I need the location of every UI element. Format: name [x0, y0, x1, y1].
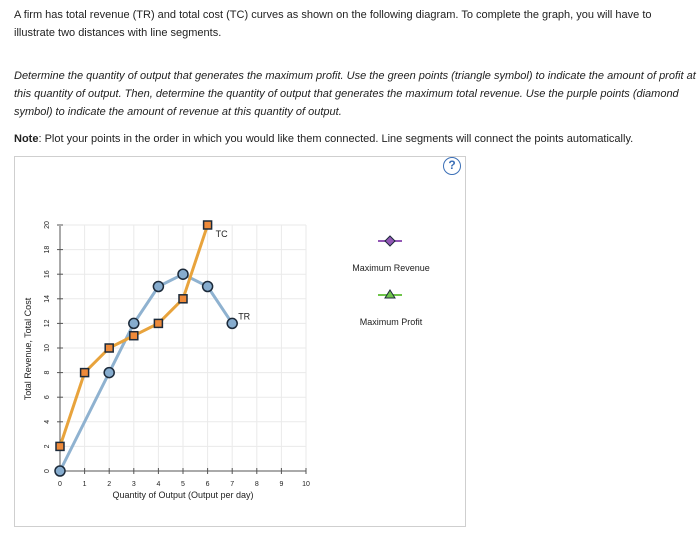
tc-point	[130, 332, 138, 340]
y-tick-label: 18	[43, 245, 51, 254]
note-body: : Plot your points in the order in which you would like them connected. Line segments will connect the points automatically.	[38, 133, 634, 145]
grid	[60, 225, 306, 471]
y-tick-label: 2	[43, 444, 51, 449]
tr-series-label: TR	[238, 311, 251, 322]
instruction-text: Determine the quantity of output that generates the maximum profit. Use the green points (triangle symbol) to indicate the amount of profit at this quantity of output. Then, determine the quantity of output that generates the maximum total revenue. Use the purple points (diamond symbol) to indicate the amount of revenue at this quantity of output.	[14, 70, 696, 118]
x-tick-label: 10	[302, 481, 310, 488]
x-tick-label: 1	[82, 481, 87, 488]
x-tick-label: 9	[279, 481, 284, 488]
y-tick-label: 20	[43, 221, 51, 229]
tr-point	[153, 282, 163, 292]
tr-point	[55, 466, 65, 476]
x-tick-label: 8	[254, 481, 259, 488]
legend-max-revenue[interactable]	[352, 236, 430, 273]
y-tick-label: 12	[43, 319, 51, 328]
x-tick-label: 5	[181, 481, 185, 488]
y-tick-label: 4	[43, 419, 51, 424]
intro-text: A firm has total revenue (TR) and total cost (TC) curves as shown on the following diagram. To complete the graph, you will have to illustrate two distances with line segments.	[14, 9, 652, 39]
y-axis-label: Total Revenue, Total Cost	[23, 297, 33, 401]
tc-point	[105, 344, 113, 352]
x-tick-label: 4	[156, 481, 161, 488]
x-tick-label: 3	[131, 481, 136, 488]
tc-point	[179, 295, 187, 303]
help-icon[interactable]: ?	[443, 157, 461, 175]
tr-point	[129, 318, 139, 328]
tc-series-label: TC	[215, 229, 228, 239]
tick-labels	[44, 221, 310, 488]
y-tick-label: 16	[43, 270, 51, 279]
tc-point	[56, 442, 64, 450]
tc-point	[81, 369, 89, 377]
x-tick-label: 7	[230, 481, 235, 488]
diamond-icon[interactable]	[385, 236, 395, 246]
tc-point	[154, 319, 162, 327]
note-label: Note	[14, 133, 39, 145]
tr-point	[104, 368, 114, 378]
legend-max-profit[interactable]	[360, 290, 423, 327]
x-tick-label: 2	[107, 481, 112, 488]
max-revenue-label: Maximum Revenue	[352, 263, 430, 273]
tr-point	[203, 282, 213, 292]
y-tick-label: 10	[43, 344, 51, 352]
x-axis-label: Quantity of Output (Output per day)	[112, 490, 254, 500]
y-tick-label: 0	[43, 469, 51, 473]
y-tick-label: 14	[43, 294, 51, 303]
tr-point	[178, 269, 188, 279]
tc-point	[204, 221, 212, 229]
x-tick-label: 6	[205, 481, 210, 488]
x-tick-label: 0	[58, 481, 62, 488]
y-tick-label: 6	[43, 395, 51, 400]
y-tick-label: 8	[43, 370, 51, 375]
tr-point	[227, 318, 237, 328]
max-profit-label: Maximum Profit	[359, 317, 423, 327]
